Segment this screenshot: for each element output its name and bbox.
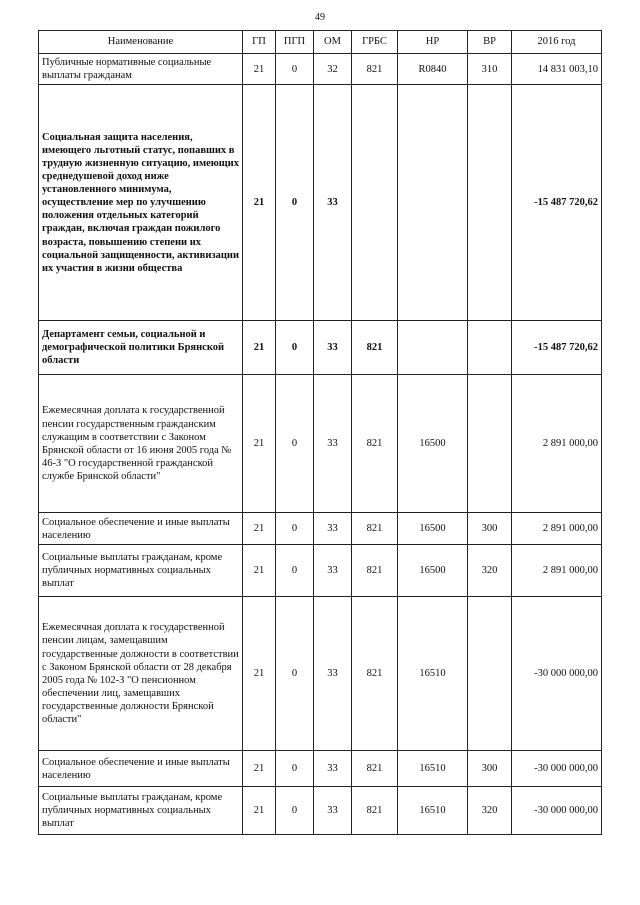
row-vr: 300 xyxy=(468,513,512,545)
row-nr xyxy=(398,321,468,375)
row-name: Социальная защита населения, имеющего льготный статус, попавших в трудную жизненную ситуацию, имеющих среднедушевой доход ниже установленного минимума, осуществление мер по улучшению положения отдельных категорий граждан, включая граждан пожилого возраста, повышению степени их социальной защищенности, активизации их участия в жизни общества xyxy=(39,85,243,321)
header-name: Наименование xyxy=(39,31,243,54)
row-vr: 300 xyxy=(468,751,512,787)
budget-table xyxy=(38,30,602,835)
header-om: ОМ xyxy=(314,31,352,54)
header-grbs: ГРБС xyxy=(352,31,398,54)
row-pgp: 0 xyxy=(276,375,314,513)
row-gp: 21 xyxy=(243,321,276,375)
row-pgp: 0 xyxy=(276,513,314,545)
row-amount: -30 000 000,00 xyxy=(512,751,602,787)
row-vr xyxy=(468,321,512,375)
row-om: 33 xyxy=(314,751,352,787)
row-nr: 16510 xyxy=(398,787,468,835)
row-amount: 2 891 000,00 xyxy=(512,545,602,597)
table-row xyxy=(39,597,602,751)
row-gp: 21 xyxy=(243,513,276,545)
row-grbs xyxy=(352,85,398,321)
table-row xyxy=(39,787,602,835)
row-gp: 21 xyxy=(243,751,276,787)
table-row xyxy=(39,375,602,513)
row-name: Департамент семьи, социальной и демографической политики Брянской области xyxy=(39,321,243,375)
row-grbs: 821 xyxy=(352,751,398,787)
row-grbs: 821 xyxy=(352,375,398,513)
row-grbs: 821 xyxy=(352,597,398,751)
row-vr: 320 xyxy=(468,787,512,835)
row-pgp: 0 xyxy=(276,751,314,787)
table-row xyxy=(39,545,602,597)
header-pgp: ПГП xyxy=(276,31,314,54)
row-amount: 2 891 000,00 xyxy=(512,375,602,513)
row-vr: 320 xyxy=(468,545,512,597)
row-gp: 21 xyxy=(243,545,276,597)
row-pgp: 0 xyxy=(276,597,314,751)
row-pgp: 0 xyxy=(276,545,314,597)
page-number: 49 xyxy=(315,12,325,23)
row-gp: 21 xyxy=(243,54,276,85)
row-om: 33 xyxy=(314,375,352,513)
row-om: 33 xyxy=(314,787,352,835)
row-grbs: 821 xyxy=(352,787,398,835)
table-row xyxy=(39,751,602,787)
row-vr xyxy=(468,597,512,751)
row-name: Ежемесячная доплата к государственной пенсии лицам, замещавшим государственные должности в соответствии с Законом Брянской области от 28 декабря 2005 года № 102-З "О пенсионном обеспечении лиц, замещавших государственные должности Брянской области" xyxy=(39,597,243,751)
header-year: 2016 год xyxy=(512,31,602,54)
row-name: Социальные выплаты гражданам, кроме публичных нормативных социальных выплат xyxy=(39,787,243,835)
row-gp: 21 xyxy=(243,597,276,751)
row-nr: 16500 xyxy=(398,545,468,597)
row-gp: 21 xyxy=(243,85,276,321)
row-om: 33 xyxy=(314,545,352,597)
row-grbs: 821 xyxy=(352,513,398,545)
row-om: 33 xyxy=(314,513,352,545)
row-nr xyxy=(398,85,468,321)
row-vr xyxy=(468,85,512,321)
row-om: 33 xyxy=(314,85,352,321)
row-nr: 16510 xyxy=(398,597,468,751)
row-nr: 16500 xyxy=(398,375,468,513)
row-gp: 21 xyxy=(243,375,276,513)
header-vr: ВР xyxy=(468,31,512,54)
row-pgp: 0 xyxy=(276,787,314,835)
row-amount: -30 000 000,00 xyxy=(512,597,602,751)
row-om: 32 xyxy=(314,54,352,85)
header-nr: НР xyxy=(398,31,468,54)
row-name: Публичные нормативные социальные выплаты гражданам xyxy=(39,54,243,85)
row-vr: 310 xyxy=(468,54,512,85)
table-row xyxy=(39,321,602,375)
row-amount: 14 831 003,10 xyxy=(512,54,602,85)
row-grbs: 821 xyxy=(352,54,398,85)
row-om: 33 xyxy=(314,597,352,751)
row-amount: -15 487 720,62 xyxy=(512,85,602,321)
table-row xyxy=(39,513,602,545)
row-name: Социальное обеспечение и иные выплаты населению xyxy=(39,513,243,545)
row-amount: -30 000 000,00 xyxy=(512,787,602,835)
row-nr: R0840 xyxy=(398,54,468,85)
row-pgp: 0 xyxy=(276,85,314,321)
row-pgp: 0 xyxy=(276,321,314,375)
row-name: Социальные выплаты гражданам, кроме публичных нормативных социальных выплат xyxy=(39,545,243,597)
row-gp: 21 xyxy=(243,787,276,835)
header-gp: ГП xyxy=(243,31,276,54)
table-header-row xyxy=(39,31,602,54)
table-row xyxy=(39,54,602,85)
row-name: Ежемесячная доплата к государственной пенсии государственным гражданским служащим в соответствии с Законом Брянской области от 16 июня 2005 года № 46-З "О государственной гражданской службе Брянской области" xyxy=(39,375,243,513)
row-grbs: 821 xyxy=(352,321,398,375)
row-vr xyxy=(468,375,512,513)
row-name: Социальное обеспечение и иные выплаты населению xyxy=(39,751,243,787)
table-row xyxy=(39,85,602,321)
row-pgp: 0 xyxy=(276,54,314,85)
row-nr: 16510 xyxy=(398,751,468,787)
row-om: 33 xyxy=(314,321,352,375)
row-grbs: 821 xyxy=(352,545,398,597)
row-amount: -15 487 720,62 xyxy=(512,321,602,375)
row-nr: 16500 xyxy=(398,513,468,545)
row-amount: 2 891 000,00 xyxy=(512,513,602,545)
